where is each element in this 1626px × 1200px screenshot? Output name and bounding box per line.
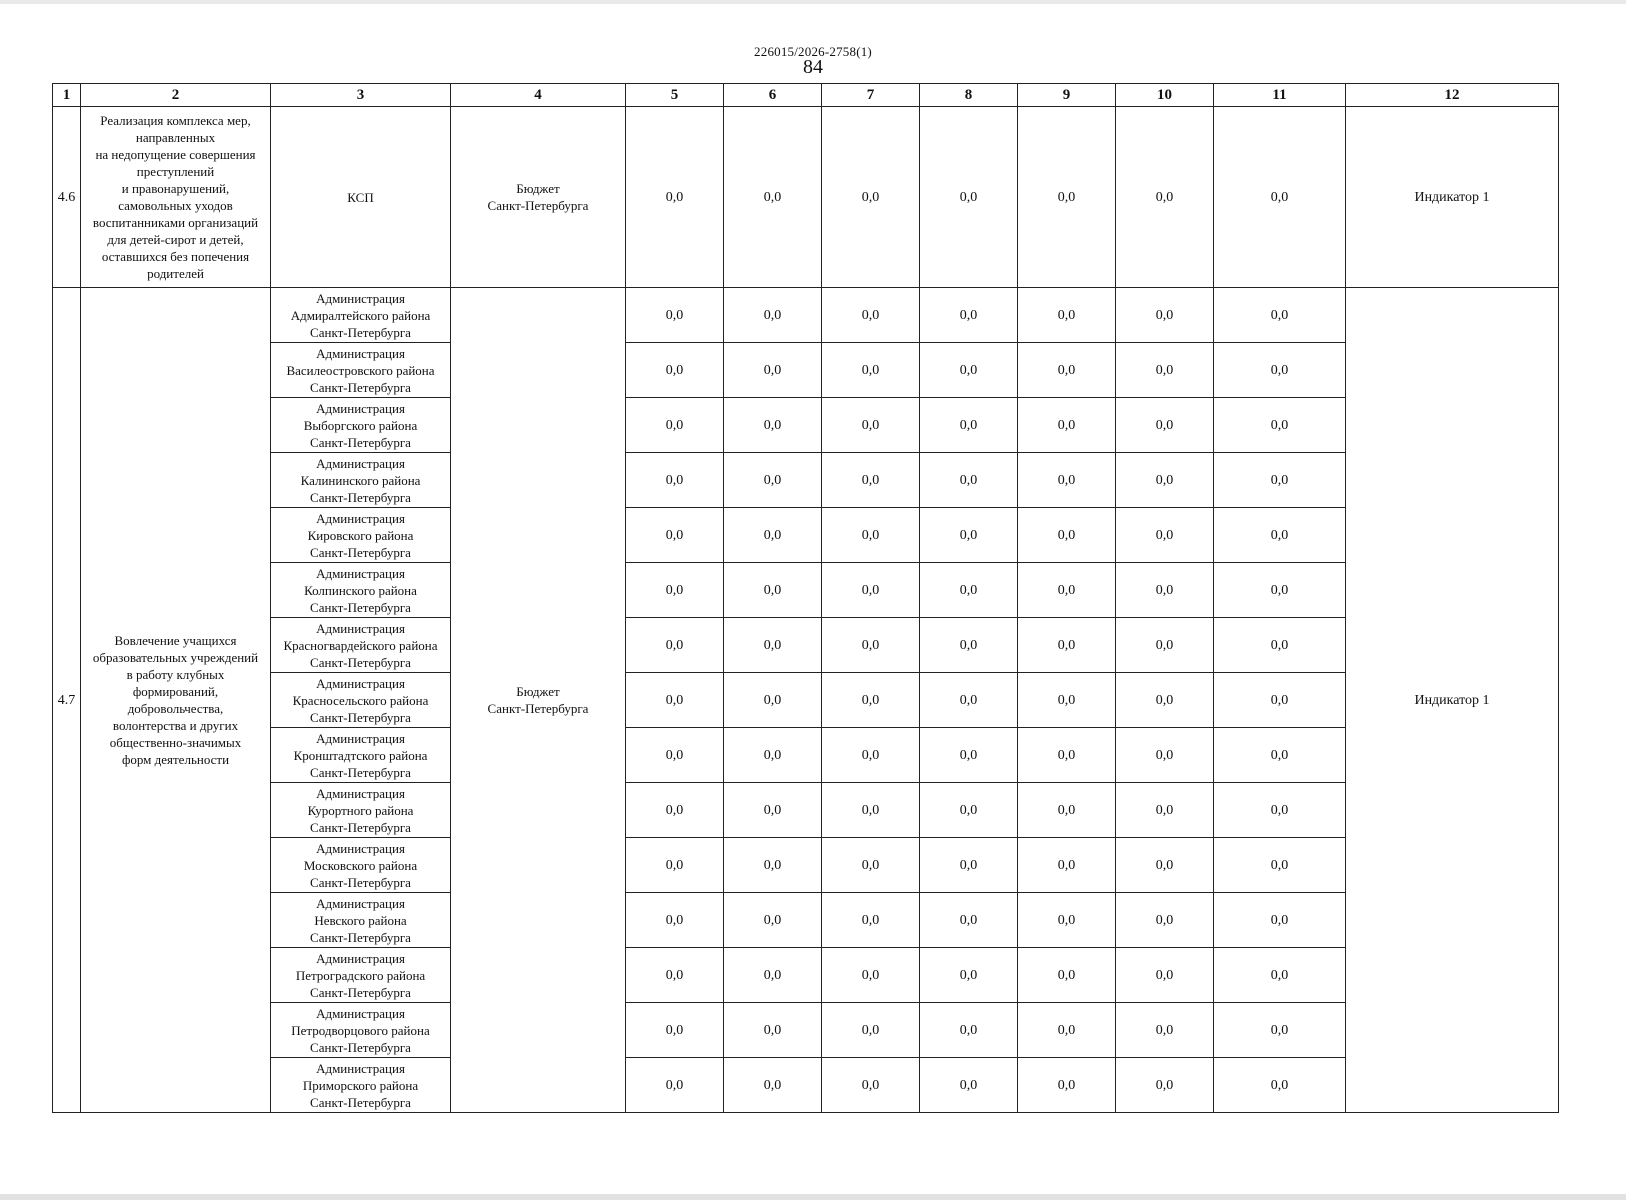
row-code: 4.7 — [53, 288, 81, 1113]
value-cell: 0,0 — [724, 838, 822, 893]
value-cell: 0,0 — [920, 508, 1018, 563]
funding-source: Бюджет Санкт-Петербурга — [451, 107, 626, 288]
value-cell: 0,0 — [1116, 107, 1214, 288]
value-cell: 0,0 — [822, 618, 920, 673]
executor-cell: Администрация Красносельского района Санкт-Петербурга — [271, 673, 451, 728]
value-cell: 0,0 — [1018, 1003, 1116, 1058]
executor-cell: Администрация Петродворцового района Санкт-Петербурга — [271, 1003, 451, 1058]
value-cell: 0,0 — [1116, 288, 1214, 343]
value-cell: 0,0 — [724, 508, 822, 563]
table-row-4-7-executor — [53, 288, 1559, 343]
value-cell: 0,0 — [1116, 838, 1214, 893]
table-row-4-7-executor — [53, 563, 1559, 618]
value-cell: 0,0 — [626, 673, 724, 728]
document-number: 226015/2026-2758(1) — [754, 44, 872, 59]
value-cell: 0,0 — [724, 288, 822, 343]
value-cell: 0,0 — [724, 728, 822, 783]
value-cell: 0,0 — [626, 563, 724, 618]
value-cell: 0,0 — [1214, 838, 1346, 893]
value-cell: 0,0 — [1116, 673, 1214, 728]
value-cell: 0,0 — [724, 107, 822, 288]
value-cell: 0,0 — [626, 107, 724, 288]
value-cell: 0,0 — [1214, 398, 1346, 453]
value-cell: 0,0 — [822, 343, 920, 398]
executor-cell: Администрация Петроградского района Санкт-Петербурга — [271, 948, 451, 1003]
value-cell: 0,0 — [724, 673, 822, 728]
value-cell: 0,0 — [822, 508, 920, 563]
value-cell: 0,0 — [1116, 893, 1214, 948]
value-cell: 0,0 — [1116, 948, 1214, 1003]
value-cell: 0,0 — [724, 948, 822, 1003]
executor-cell: Администрация Невского района Санкт-Петербурга — [271, 893, 451, 948]
value-cell: 0,0 — [920, 783, 1018, 838]
header-cell: 3 — [271, 84, 451, 107]
value-cell: 0,0 — [920, 1058, 1018, 1113]
value-cell: 0,0 — [920, 673, 1018, 728]
value-cell: 0,0 — [1018, 288, 1116, 343]
value-cell: 0,0 — [1018, 343, 1116, 398]
value-cell: 0,0 — [1214, 893, 1346, 948]
value-cell: 0,0 — [822, 563, 920, 618]
table-row-4-7-executor — [53, 398, 1559, 453]
value-cell: 0,0 — [822, 288, 920, 343]
table-row-4-7-executor — [53, 1058, 1559, 1113]
value-cell: 0,0 — [822, 1003, 920, 1058]
value-cell: 0,0 — [920, 1003, 1018, 1058]
value-cell: 0,0 — [822, 398, 920, 453]
value-cell: 0,0 — [822, 673, 920, 728]
value-cell: 0,0 — [1116, 728, 1214, 783]
value-cell: 0,0 — [822, 1058, 920, 1113]
program-table — [52, 83, 1559, 1113]
value-cell: 0,0 — [1018, 453, 1116, 508]
executor-cell: Администрация Приморского района Санкт-Петербурга — [271, 1058, 451, 1113]
value-cell: 0,0 — [920, 107, 1018, 288]
table-row-4-7-executor — [53, 1003, 1559, 1058]
value-cell: 0,0 — [1116, 343, 1214, 398]
value-cell: 0,0 — [626, 838, 724, 893]
indicator-cell: Индикатор 1 — [1346, 107, 1559, 288]
executor-cell: Администрация Кировского района Санкт-Петербурга — [271, 508, 451, 563]
header-cell: 1 — [53, 84, 81, 107]
table-row-4-7-executor — [53, 948, 1559, 1003]
value-cell: 0,0 — [920, 288, 1018, 343]
table-row-4-7-executor — [53, 673, 1559, 728]
executor-cell: Администрация Московского района Санкт-Петербурга — [271, 838, 451, 893]
value-cell: 0,0 — [1116, 783, 1214, 838]
value-cell: 0,0 — [626, 783, 724, 838]
header-cell: 9 — [1018, 84, 1116, 107]
value-cell: 0,0 — [1018, 783, 1116, 838]
value-cell: 0,0 — [1116, 398, 1214, 453]
value-cell: 0,0 — [1018, 398, 1116, 453]
table-row-4-7-executor — [53, 728, 1559, 783]
table-row-4-7-executor — [53, 508, 1559, 563]
value-cell: 0,0 — [1214, 1058, 1346, 1113]
table-row-4-7-executor — [53, 783, 1559, 838]
header-cell: 4 — [451, 84, 626, 107]
measure-name: Вовлечение учащихся образовательных учреждений в работу клубных формирований, добровольчества, волонтерства и других общественно-значимых форм деятельности — [81, 288, 271, 1113]
value-cell: 0,0 — [822, 838, 920, 893]
value-cell: 0,0 — [724, 1003, 822, 1058]
value-cell: 0,0 — [1214, 508, 1346, 563]
value-cell: 0,0 — [1214, 453, 1346, 508]
scan-edge-top — [0, 0, 1626, 4]
value-cell: 0,0 — [1018, 1058, 1116, 1113]
value-cell: 0,0 — [920, 728, 1018, 783]
executor-cell: Администрация Красногвардейского района Санкт-Петербурга — [271, 618, 451, 673]
value-cell: 0,0 — [1018, 508, 1116, 563]
value-cell: 0,0 — [1116, 1058, 1214, 1113]
value-cell: 0,0 — [822, 453, 920, 508]
header-cell: 11 — [1214, 84, 1346, 107]
value-cell: 0,0 — [1018, 728, 1116, 783]
value-cell: 0,0 — [1018, 618, 1116, 673]
value-cell: 0,0 — [1116, 563, 1214, 618]
value-cell: 0,0 — [1018, 563, 1116, 618]
header-cell: 8 — [920, 84, 1018, 107]
value-cell: 0,0 — [1116, 453, 1214, 508]
executor-cell: Администрация Адмиралтейского района Санкт-Петербурга — [271, 288, 451, 343]
value-cell: 0,0 — [920, 838, 1018, 893]
executor-cell: Администрация Василеостровского района Санкт-Петербурга — [271, 343, 451, 398]
value-cell: 0,0 — [920, 618, 1018, 673]
page-number: 84 — [803, 56, 823, 78]
table-row-4-7-executor — [53, 453, 1559, 508]
value-cell: 0,0 — [724, 618, 822, 673]
value-cell: 0,0 — [626, 288, 724, 343]
header-cell: 10 — [1116, 84, 1214, 107]
header-cell: 7 — [822, 84, 920, 107]
value-cell: 0,0 — [724, 398, 822, 453]
header-row — [53, 84, 1559, 107]
executor-cell: КСП — [271, 107, 451, 288]
value-cell: 0,0 — [626, 893, 724, 948]
value-cell: 0,0 — [1018, 893, 1116, 948]
value-cell: 0,0 — [626, 618, 724, 673]
funding-source: Бюджет Санкт-Петербурга — [451, 288, 626, 1113]
value-cell: 0,0 — [1214, 288, 1346, 343]
value-cell: 0,0 — [1116, 1003, 1214, 1058]
value-cell: 0,0 — [626, 948, 724, 1003]
value-cell: 0,0 — [920, 948, 1018, 1003]
executor-cell: Администрация Курортного района Санкт-Петербурга — [271, 783, 451, 838]
header-cell: 5 — [626, 84, 724, 107]
value-cell: 0,0 — [822, 107, 920, 288]
value-cell: 0,0 — [920, 398, 1018, 453]
value-cell: 0,0 — [1214, 1003, 1346, 1058]
value-cell: 0,0 — [724, 343, 822, 398]
executor-cell: Администрация Колпинского района Санкт-Петербурга — [271, 563, 451, 618]
value-cell: 0,0 — [626, 1003, 724, 1058]
value-cell: 0,0 — [724, 453, 822, 508]
executor-cell: Администрация Калининского района Санкт-Петербурга — [271, 453, 451, 508]
table-row-4-7-executor — [53, 838, 1559, 893]
value-cell: 0,0 — [822, 893, 920, 948]
value-cell: 0,0 — [626, 728, 724, 783]
value-cell: 0,0 — [724, 893, 822, 948]
value-cell: 0,0 — [1018, 948, 1116, 1003]
value-cell: 0,0 — [920, 453, 1018, 508]
value-cell: 0,0 — [626, 453, 724, 508]
value-cell: 0,0 — [920, 343, 1018, 398]
value-cell: 0,0 — [724, 783, 822, 838]
value-cell: 0,0 — [626, 343, 724, 398]
measure-name: Реализация комплекса мер, направленных на недопущение совершения преступлений и правонарушений, самовольных уходов воспитанниками организаций для детей-сирот и детей, оставшихся без попечения родителей — [81, 107, 271, 288]
executor-cell: Администрация Выборгского района Санкт-Петербурга — [271, 398, 451, 453]
table-row-4-7-executor — [53, 343, 1559, 398]
value-cell: 0,0 — [920, 563, 1018, 618]
value-cell: 0,0 — [822, 783, 920, 838]
header-cell: 6 — [724, 84, 822, 107]
table-row-4-7-executor — [53, 618, 1559, 673]
value-cell: 0,0 — [1214, 343, 1346, 398]
value-cell: 0,0 — [1116, 618, 1214, 673]
value-cell: 0,0 — [1214, 728, 1346, 783]
row-code: 4.6 — [53, 107, 81, 288]
header-cell: 2 — [81, 84, 271, 107]
value-cell: 0,0 — [1214, 673, 1346, 728]
value-cell: 0,0 — [626, 398, 724, 453]
header-cell: 12 — [1346, 84, 1559, 107]
value-cell: 0,0 — [1018, 673, 1116, 728]
value-cell: 0,0 — [822, 728, 920, 783]
value-cell: 0,0 — [1214, 783, 1346, 838]
value-cell: 0,0 — [920, 893, 1018, 948]
value-cell: 0,0 — [626, 508, 724, 563]
value-cell: 0,0 — [626, 1058, 724, 1113]
scan-edge-bottom — [0, 1194, 1626, 1200]
table-row-4-6 — [53, 107, 1559, 288]
value-cell: 0,0 — [1214, 563, 1346, 618]
executor-cell: Администрация Кронштадтского района Санкт-Петербурга — [271, 728, 451, 783]
value-cell: 0,0 — [822, 948, 920, 1003]
value-cell: 0,0 — [1214, 618, 1346, 673]
table-row-4-7-executor — [53, 893, 1559, 948]
value-cell: 0,0 — [724, 563, 822, 618]
value-cell: 0,0 — [724, 1058, 822, 1113]
value-cell: 0,0 — [1018, 107, 1116, 288]
value-cell: 0,0 — [1214, 948, 1346, 1003]
value-cell: 0,0 — [1116, 508, 1214, 563]
value-cell: 0,0 — [1018, 838, 1116, 893]
value-cell: 0,0 — [1214, 107, 1346, 288]
indicator-cell: Индикатор 1 — [1346, 288, 1559, 1113]
